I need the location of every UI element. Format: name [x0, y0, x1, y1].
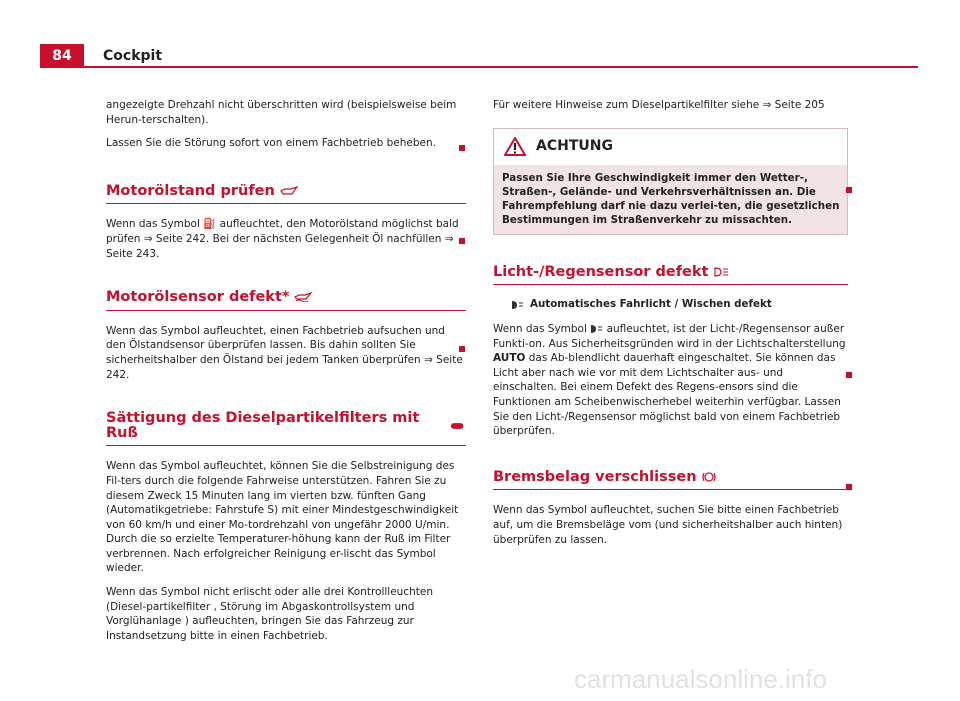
oil-sensor-icon — [294, 292, 314, 302]
filter-hint-paragraph: Für weitere Hinweise zum Dieselpartikelfilter siehe ⇒ Seite 205 — [493, 99, 825, 111]
watermark: carmanualsonline.info — [574, 664, 827, 694]
brake-pad-icon — [702, 470, 716, 484]
header-rule — [40, 66, 918, 68]
section-title-text: Licht-/Regensensor defekt — [493, 263, 709, 280]
right-column — [493, 98, 848, 556]
warning-title: ACHTUNG — [536, 138, 613, 155]
intro-paragraph: angezeigte Drehzahl nicht überschritten wird (beispielsweise beim Herun-terschalten). — [106, 99, 457, 126]
warning-box — [493, 128, 848, 235]
oil-sensor-paragraph: Wenn das Symbol aufleuchtet, einen Fachbetrieb aufsuchen und den Ölstandsensor überprüfen lassen. Bis dahin sollten Sie sicherheitshalber den Ölstand bei jedem Tanken überprüfen ⇒ Seite 242. — [106, 324, 463, 381]
section-title-text: Bremsbelag verschlissen — [493, 468, 697, 485]
section-title-text: Sättigung des Dieselpartikelfilters mit Ruß — [106, 410, 420, 441]
light-sensor-paragraph — [493, 322, 848, 439]
warning-text: Passen Sie Ihre Geschwindigkeit immer den Wetter-, Straßen-, Gelände- und Verkehrsverhältnissen an. Die Fahrempfehlung darf nie dazu verlei-ten, die gesetzlichen Bestimmungen im Straßenverkehr zu missachten. — [494, 165, 847, 234]
section-title-light-sensor — [493, 265, 848, 286]
section-title-diesel-filter — [106, 411, 466, 446]
subheading-text: Automatisches Fahrlicht / Wischen defekt — [530, 298, 772, 311]
section-end-mark — [459, 238, 465, 244]
left-column — [106, 98, 466, 652]
text-part: aufleuchtet, ist der Licht-/Regensensor außer Funkti-on. Aus Sicherheitsgründen wird in der Lichtschalterstellung — [493, 322, 846, 350]
section-title-text: Motorölstand prüfen — [106, 182, 275, 199]
auto-label: AUTO — [493, 352, 526, 365]
brake-pad-paragraph: Wenn das Symbol aufleuchtet, suchen Sie bitte einen Fachbetrieb auf, um die Bremsbeläge vom (und sicherheitshalber auch hinten) überprüfen zu lassen. — [493, 504, 843, 546]
light-sensor-inline-icon — [590, 324, 603, 334]
oil-level-paragraph: Wenn das Symbol ⛽ aufleuchtet, den Motorölstand möglichst bald prüfen ⇒ Seite 242. Bei der nächsten Gelegenheit Öl nachfüllen ⇒ Seite 243. — [106, 218, 459, 260]
section-end-mark — [846, 187, 852, 193]
particle-filter-icon — [449, 421, 466, 431]
warning-triangle-icon — [504, 137, 526, 156]
diesel-filter-paragraph-1: Wenn das Symbol aufleuchtet, können Sie die Selbstreinigung des Fil-ters durch die folgende Fahrweise unterstützen. Fahren Sie zu diesem Zweck 15 Minuten lang im vierten bzw. fünften Gang (Automatikgetriebe: Fahrstufe S) mit einer Mindestgeschwindigkeit von 60 km/h und einer Mo-tordrehzahl von ungefähr 2000 U/min. Durch die so erzielte Temperaturer-höhung kann der Ruß im Filter verbrennen. Nach erfolgreicher Reinigung er-lischt das Symbol wieder. — [106, 460, 459, 575]
text-part: das Ab-blendlicht dauerhaft eingeschaltet. Sie können das Licht aber nach wie vor mit dem Lichtschalter aus- und einschalten. Bei einem Defekt des Regens-ensors sind die Funktionen am Scheibenwischerhebel weiterhin verfügbar. Lassen Sie den Licht-/Regensensor möglichst bald von einem Fachbetrieb überprüfen. — [493, 352, 841, 438]
section-end-mark — [459, 145, 465, 151]
section-end-mark — [846, 372, 852, 378]
page-number: 84 — [40, 44, 84, 68]
diesel-filter-paragraph-2: Wenn das Symbol nicht erlischt oder alle drei Kontrollleuchten (Diesel-partikelfilter , Störung im Abgaskontrollsystem und Vorglühanlage ) aufleuchten, bringen Sie das Fahrzeug zur Instandsetzung bitte in einen Fachbetrieb. — [106, 586, 433, 642]
light-sensor-subheading — [511, 297, 848, 312]
section-title-oil-sensor — [106, 290, 466, 311]
section-end-mark — [459, 346, 465, 352]
warning-header — [494, 129, 847, 165]
section-title-oil-level — [106, 184, 466, 205]
oil-can-icon — [280, 186, 298, 196]
fault-paragraph: Lassen Sie die Störung sofort von einem Fachbetrieb beheben. — [106, 137, 436, 150]
light-sensor-small-icon — [511, 300, 524, 310]
chapter-title: Cockpit — [103, 48, 163, 64]
section-title-text: Motorölsensor defekt* — [106, 289, 290, 306]
text-part: Wenn das Symbol — [493, 322, 587, 335]
section-end-mark — [846, 484, 852, 490]
section-title-brake-pads — [493, 470, 848, 491]
light-rain-sensor-icon — [713, 266, 729, 278]
